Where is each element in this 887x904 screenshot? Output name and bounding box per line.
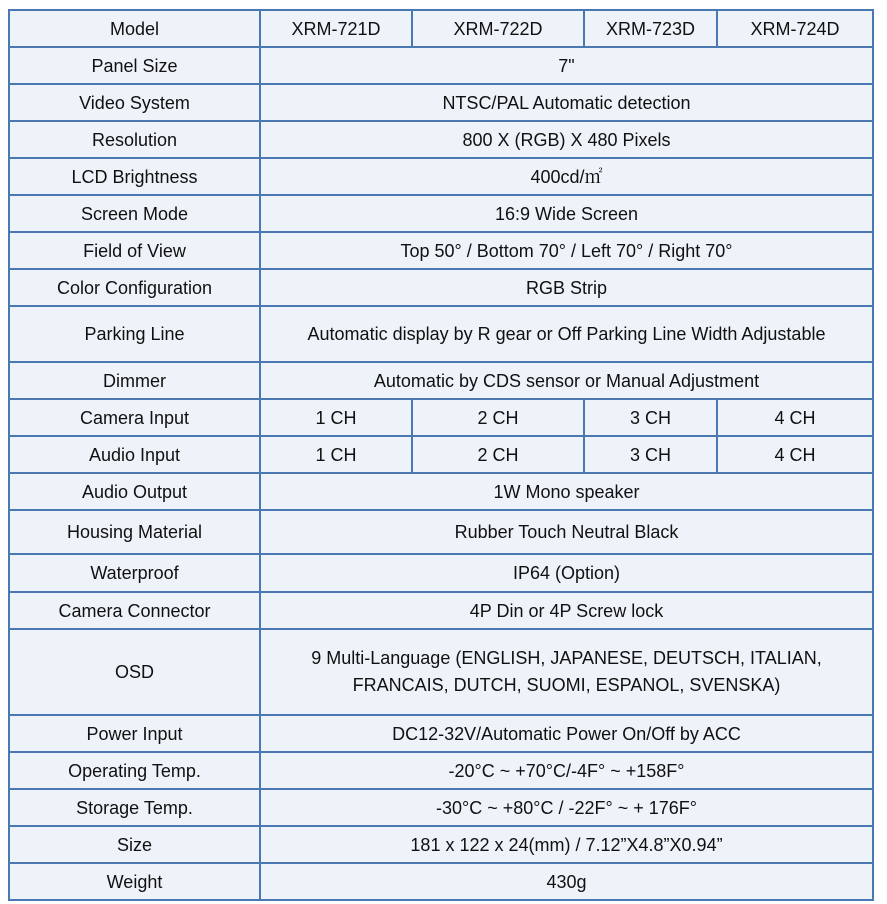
table-row-osd — [9, 629, 873, 715]
table-row-dimmer — [9, 362, 873, 399]
table-row-panel-size — [9, 47, 873, 84]
model-xrm-721d: XRM-721D — [260, 10, 412, 47]
table-row-camera-connector — [9, 592, 873, 629]
table-row-operating-temp — [9, 752, 873, 789]
row-value-723d: 3 CH — [584, 436, 717, 473]
row-value: -20°C ~ +70°C/-4F° ~ +158F° — [260, 752, 873, 789]
model-xrm-724d: XRM-724D — [717, 10, 873, 47]
table-row-weight — [9, 863, 873, 900]
row-label: Parking Line — [9, 306, 260, 362]
row-label: Color Configuration — [9, 269, 260, 306]
row-value: 400cd/㎡ — [260, 158, 873, 195]
row-value: IP64 (Option) — [260, 554, 873, 592]
osd-line-1: 9 Multi-Language (ENGLISH, JAPANESE, DEUTSCH, ITALIAN, — [311, 648, 822, 668]
row-value: 430g — [260, 863, 873, 900]
row-label: Screen Mode — [9, 195, 260, 232]
table-row-waterproof — [9, 554, 873, 592]
row-value: 1W Mono speaker — [260, 473, 873, 510]
row-value: NTSC/PAL Automatic detection — [260, 84, 873, 121]
table-row-screen-mode — [9, 195, 873, 232]
row-value-722d: 2 CH — [412, 436, 584, 473]
table-row-video-system — [9, 84, 873, 121]
row-label: Waterproof — [9, 554, 260, 592]
row-value: Rubber Touch Neutral Black — [260, 510, 873, 554]
header-label: Model — [9, 10, 260, 47]
row-value: 181 x 122 x 24(mm) / 7.12”X4.8”X0.94” — [260, 826, 873, 863]
table-row-storage-temp — [9, 789, 873, 826]
table-row-parking-line — [9, 306, 873, 362]
row-label: Size — [9, 826, 260, 863]
row-value: 16:9 Wide Screen — [260, 195, 873, 232]
row-label: Audio Output — [9, 473, 260, 510]
row-label: Housing Material — [9, 510, 260, 554]
row-label: Dimmer — [9, 362, 260, 399]
row-value: DC12-32V/Automatic Power On/Off by ACC — [260, 715, 873, 752]
row-value: Automatic display by R gear or Off Parking Line Width Adjustable — [260, 306, 873, 362]
row-label: Resolution — [9, 121, 260, 158]
row-value — [260, 629, 873, 715]
table-row-size — [9, 826, 873, 863]
model-xrm-722d: XRM-722D — [412, 10, 584, 47]
row-value-721d: 1 CH — [260, 436, 412, 473]
row-value-722d: 2 CH — [412, 399, 584, 436]
row-value: Automatic by CDS sensor or Manual Adjustment — [260, 362, 873, 399]
row-label: OSD — [9, 629, 260, 715]
row-value-724d: 4 CH — [717, 399, 873, 436]
table-row-camera-input — [9, 399, 873, 436]
table-row-model — [9, 10, 873, 47]
row-label: Video System — [9, 84, 260, 121]
table-row-power-input — [9, 715, 873, 752]
table-row-audio-input — [9, 436, 873, 473]
table-row-color-configuration — [9, 269, 873, 306]
model-xrm-723d: XRM-723D — [584, 10, 717, 47]
row-value-724d: 4 CH — [717, 436, 873, 473]
row-value: RGB Strip — [260, 269, 873, 306]
row-value: 800 X (RGB) X 480 Pixels — [260, 121, 873, 158]
row-value: Top 50° / Bottom 70° / Left 70° / Right 70° — [260, 232, 873, 269]
row-label: Power Input — [9, 715, 260, 752]
table-row-field-of-view — [9, 232, 873, 269]
osd-line-2: FRANCAIS, DUTCH, SUOMI, ESPANOL, SVENSKA) — [352, 675, 781, 695]
row-label: Camera Input — [9, 399, 260, 436]
row-label: Camera Connector — [9, 592, 260, 629]
row-label: Weight — [9, 863, 260, 900]
row-label: LCD Brightness — [9, 158, 260, 195]
row-label: Field of View — [9, 232, 260, 269]
row-value-723d: 3 CH — [584, 399, 717, 436]
row-label: Storage Temp. — [9, 789, 260, 826]
row-label: Panel Size — [9, 47, 260, 84]
row-label: Operating Temp. — [9, 752, 260, 789]
table-row-resolution — [9, 121, 873, 158]
table-row-lcd-brightness — [9, 158, 873, 195]
row-value: 4P Din or 4P Screw lock — [260, 592, 873, 629]
table-row-housing-material — [9, 510, 873, 554]
row-label: Audio Input — [9, 436, 260, 473]
row-value: -30°C ~ +80°C / -22F° ~ + 176F° — [260, 789, 873, 826]
table-row-audio-output — [9, 473, 873, 510]
row-value-721d: 1 CH — [260, 399, 412, 436]
spec-table — [8, 9, 874, 901]
row-value: 7" — [260, 47, 873, 84]
